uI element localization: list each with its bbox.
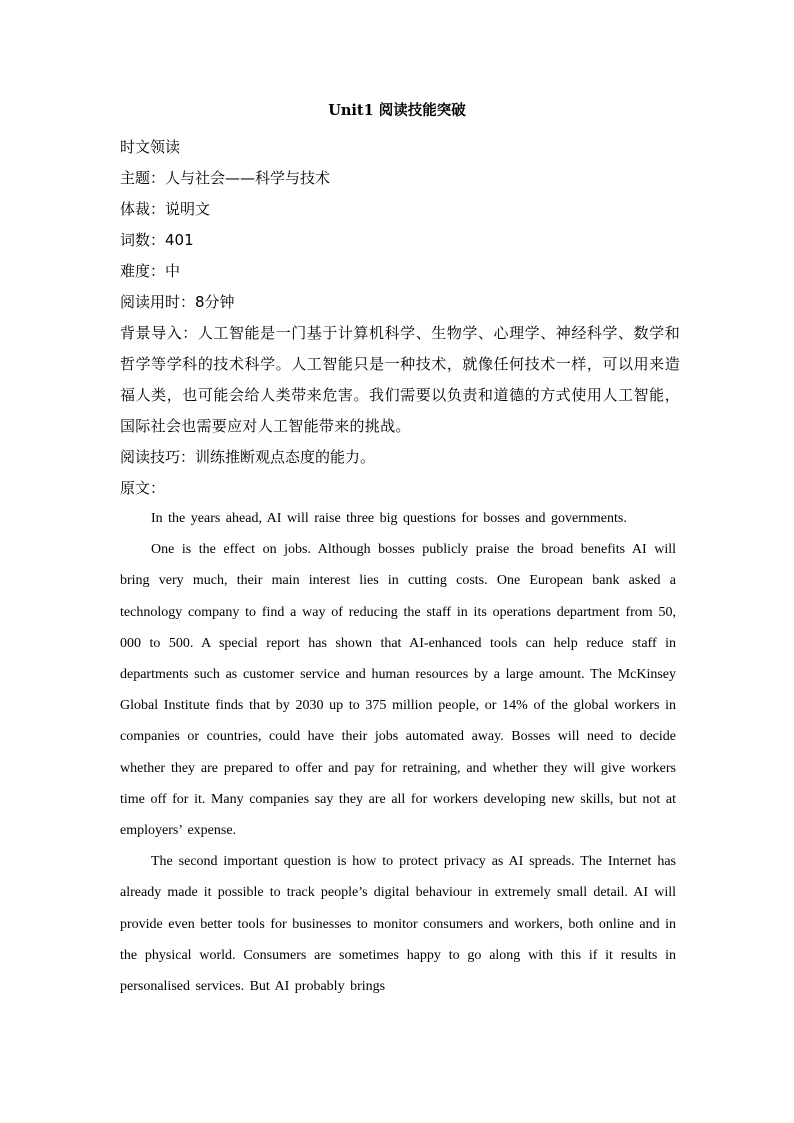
article-paragraph: One is the effect on jobs. Although bosses publicly praise the broad benefits AI will bring very much, their main interest lies in cutting costs. One European bank asked a technology company to find a way of reducing the staff in its operations department from 50, 000 to 500. A special report has shown that AI-enhanced tools can help reduce staff in departments such as customer service and human resources by a large amount. The McKinsey Global Institute finds that by 2030 up to 375 million people, or 14% of the global workers in companies or countries, could have their jobs automated away. Bosses will need to decide whether they are prepared to offer and pay for retraining, and whether they will give workers time off for it. Many companies say they are all for workers developing new skills, but not at employers’ expense. [120, 542, 676, 839]
original-text-label: 原文： [120, 479, 166, 497]
background-intro: 背景导入：人工智能是一门基于计算机科学、生物学、心理学、神经科学、数学和哲学等学科的技术科学。人工智能只是一种技术，就像任何技术一样，可以用来造福人类，也可能会给人类带来危害。我们需要以负责和道德的方式使用人工智能，国际社会也需要应对人工智能带来的挑战。 [120, 324, 680, 435]
document-title: Unit1 阅读技能突破 [328, 102, 466, 119]
word-count-line: 词数：401 [120, 231, 194, 249]
reading-skill-line: 阅读技巧：训练推断观点态度的能力。 [120, 448, 376, 466]
article-paragraph: In the years ahead, AI will raise three big questions for bosses and governments. [151, 511, 627, 526]
reading-time-line: 阅读用时：8分钟 [120, 293, 235, 311]
theme-line: 主题：人与社会——科学与技术 [120, 169, 331, 187]
article-body [120, 503, 676, 1002]
genre-line: 体裁：说明文 [120, 200, 211, 218]
section-label: 时文领读 [120, 138, 181, 156]
difficulty-line: 难度：中 [120, 262, 181, 280]
article-paragraph: The second important question is how to protect privacy as AI spreads. The Internet has already made it possible to track people’s digital behaviour in extremely small detail. AI will provide even better tools for businesses to monitor consumers and workers, both online and in the physical world. Consumers are sometimes happy to go along with this if it results in personalised services. But AI probably brings [120, 854, 676, 995]
document-meta [120, 132, 680, 504]
